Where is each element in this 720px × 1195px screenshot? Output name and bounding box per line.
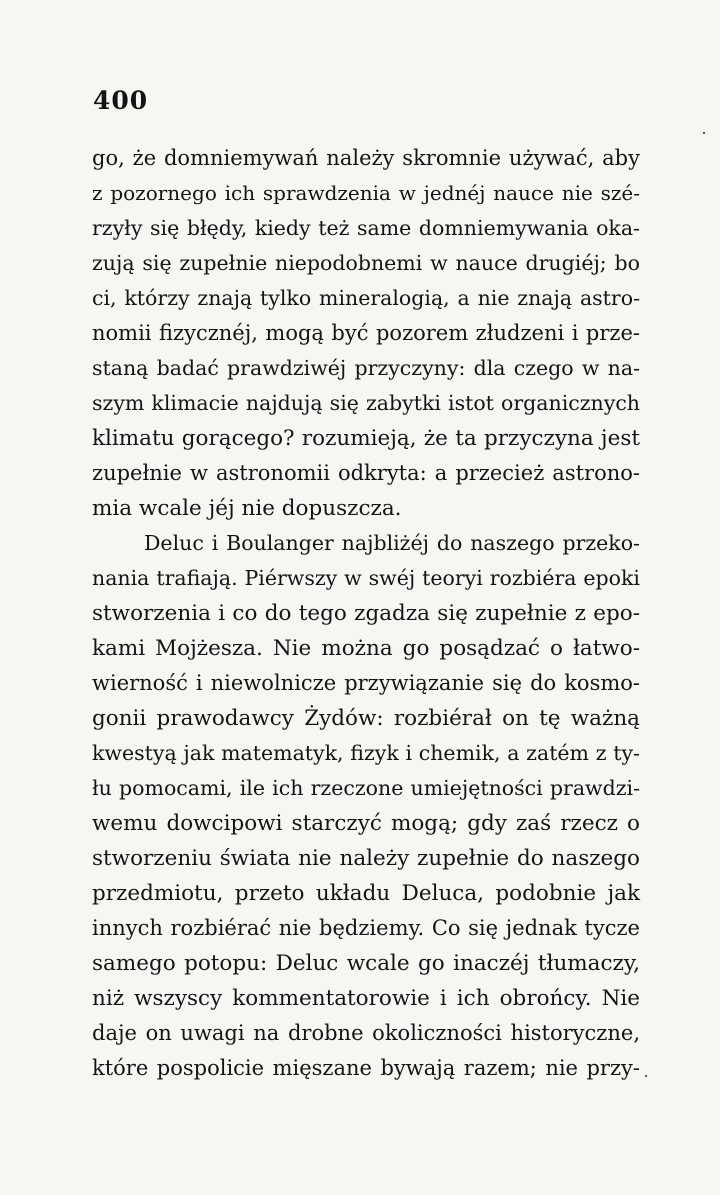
text-line: gonii prawodawcy Żydów: rozbiérał on tę ważną xyxy=(92,706,640,731)
text-line: go, że domniemywań należy skromnie używać, aby xyxy=(92,146,640,170)
text-line: przedmiotu, przeto układu Deluca, podobnie jak xyxy=(92,881,640,906)
paragraph-2 xyxy=(92,526,640,1086)
text-line: szym klimacie najdują się zabytki istot organicznych xyxy=(92,391,640,415)
text-line: niż wszyscy kommentatorowie i ich obrońcy. Nie xyxy=(92,986,640,1011)
text-line: kwestyą jak matematyk, fizyk i chemik, a zatém z ty- xyxy=(92,741,640,765)
text-line: wemu dowcipowi starczyć mogą; gdy zaś rzecz o xyxy=(92,811,640,836)
text-line: daje on uwagi na drobne okoliczności historyczne, xyxy=(92,1021,640,1045)
text-line: klimatu gorącego? rozumieją, że ta przyczyna jest xyxy=(92,426,640,451)
text-line: wierność i niewolnicze przywiązanie się do kosmo- xyxy=(92,671,640,695)
text-line: zupełnie w astronomii odkryta: a przecież astrono- xyxy=(92,461,640,485)
text-line: staną badać prawdziwéj przyczyny: dla czego w na- xyxy=(92,356,640,380)
text-line: łu pomocami, ile ich rzeczone umiejętności prawdzi- xyxy=(92,776,640,800)
text-line: zują się zupełnie niepodobnemi w nauce drugiéj; bo xyxy=(92,251,640,275)
text-line: innych rozbiérać nie będziemy. Co się jednak tycze xyxy=(92,916,640,940)
body-text xyxy=(92,141,640,1086)
paragraph-1 xyxy=(92,141,640,526)
text-line: stworzeniu świata nie należy zupełnie do naszego xyxy=(92,846,640,871)
page-number: 400 xyxy=(93,86,149,115)
text-line: stworzenia i co do tego zgadza się zupełnie z epo- xyxy=(92,601,640,626)
print-speck xyxy=(645,1075,647,1077)
text-line: kami Mojżesza. Nie można go posądzać o łatwo- xyxy=(92,636,640,661)
text-line: z pozornego ich sprawdzenia w jednéj nauce nie szé- xyxy=(92,181,640,205)
text-line: samego potopu: Deluc wcale go inaczéj tłumaczy, xyxy=(92,951,640,976)
text-line: nomii fizycznéj, mogą być pozorem złudzeni i prze- xyxy=(92,321,640,345)
text-line: ci, którzy znają tylko mineralogią, a nie znają astro- xyxy=(92,286,640,310)
text-line: mia wcale jéj nie dopuszcza. xyxy=(92,496,402,521)
text-line: rzyły się błędy, kiedy też same domniemywania oka- xyxy=(92,216,640,240)
text-line: nania trafiają. Piérwszy w swéj teoryi rozbiéra epoki xyxy=(92,566,640,590)
print-speck xyxy=(703,132,705,134)
text-line: Deluc i Boulanger najbliżéj do naszego przeko- xyxy=(144,531,640,555)
text-line: które pospolicie mięszane bywają razem; nie przy- xyxy=(92,1056,640,1080)
